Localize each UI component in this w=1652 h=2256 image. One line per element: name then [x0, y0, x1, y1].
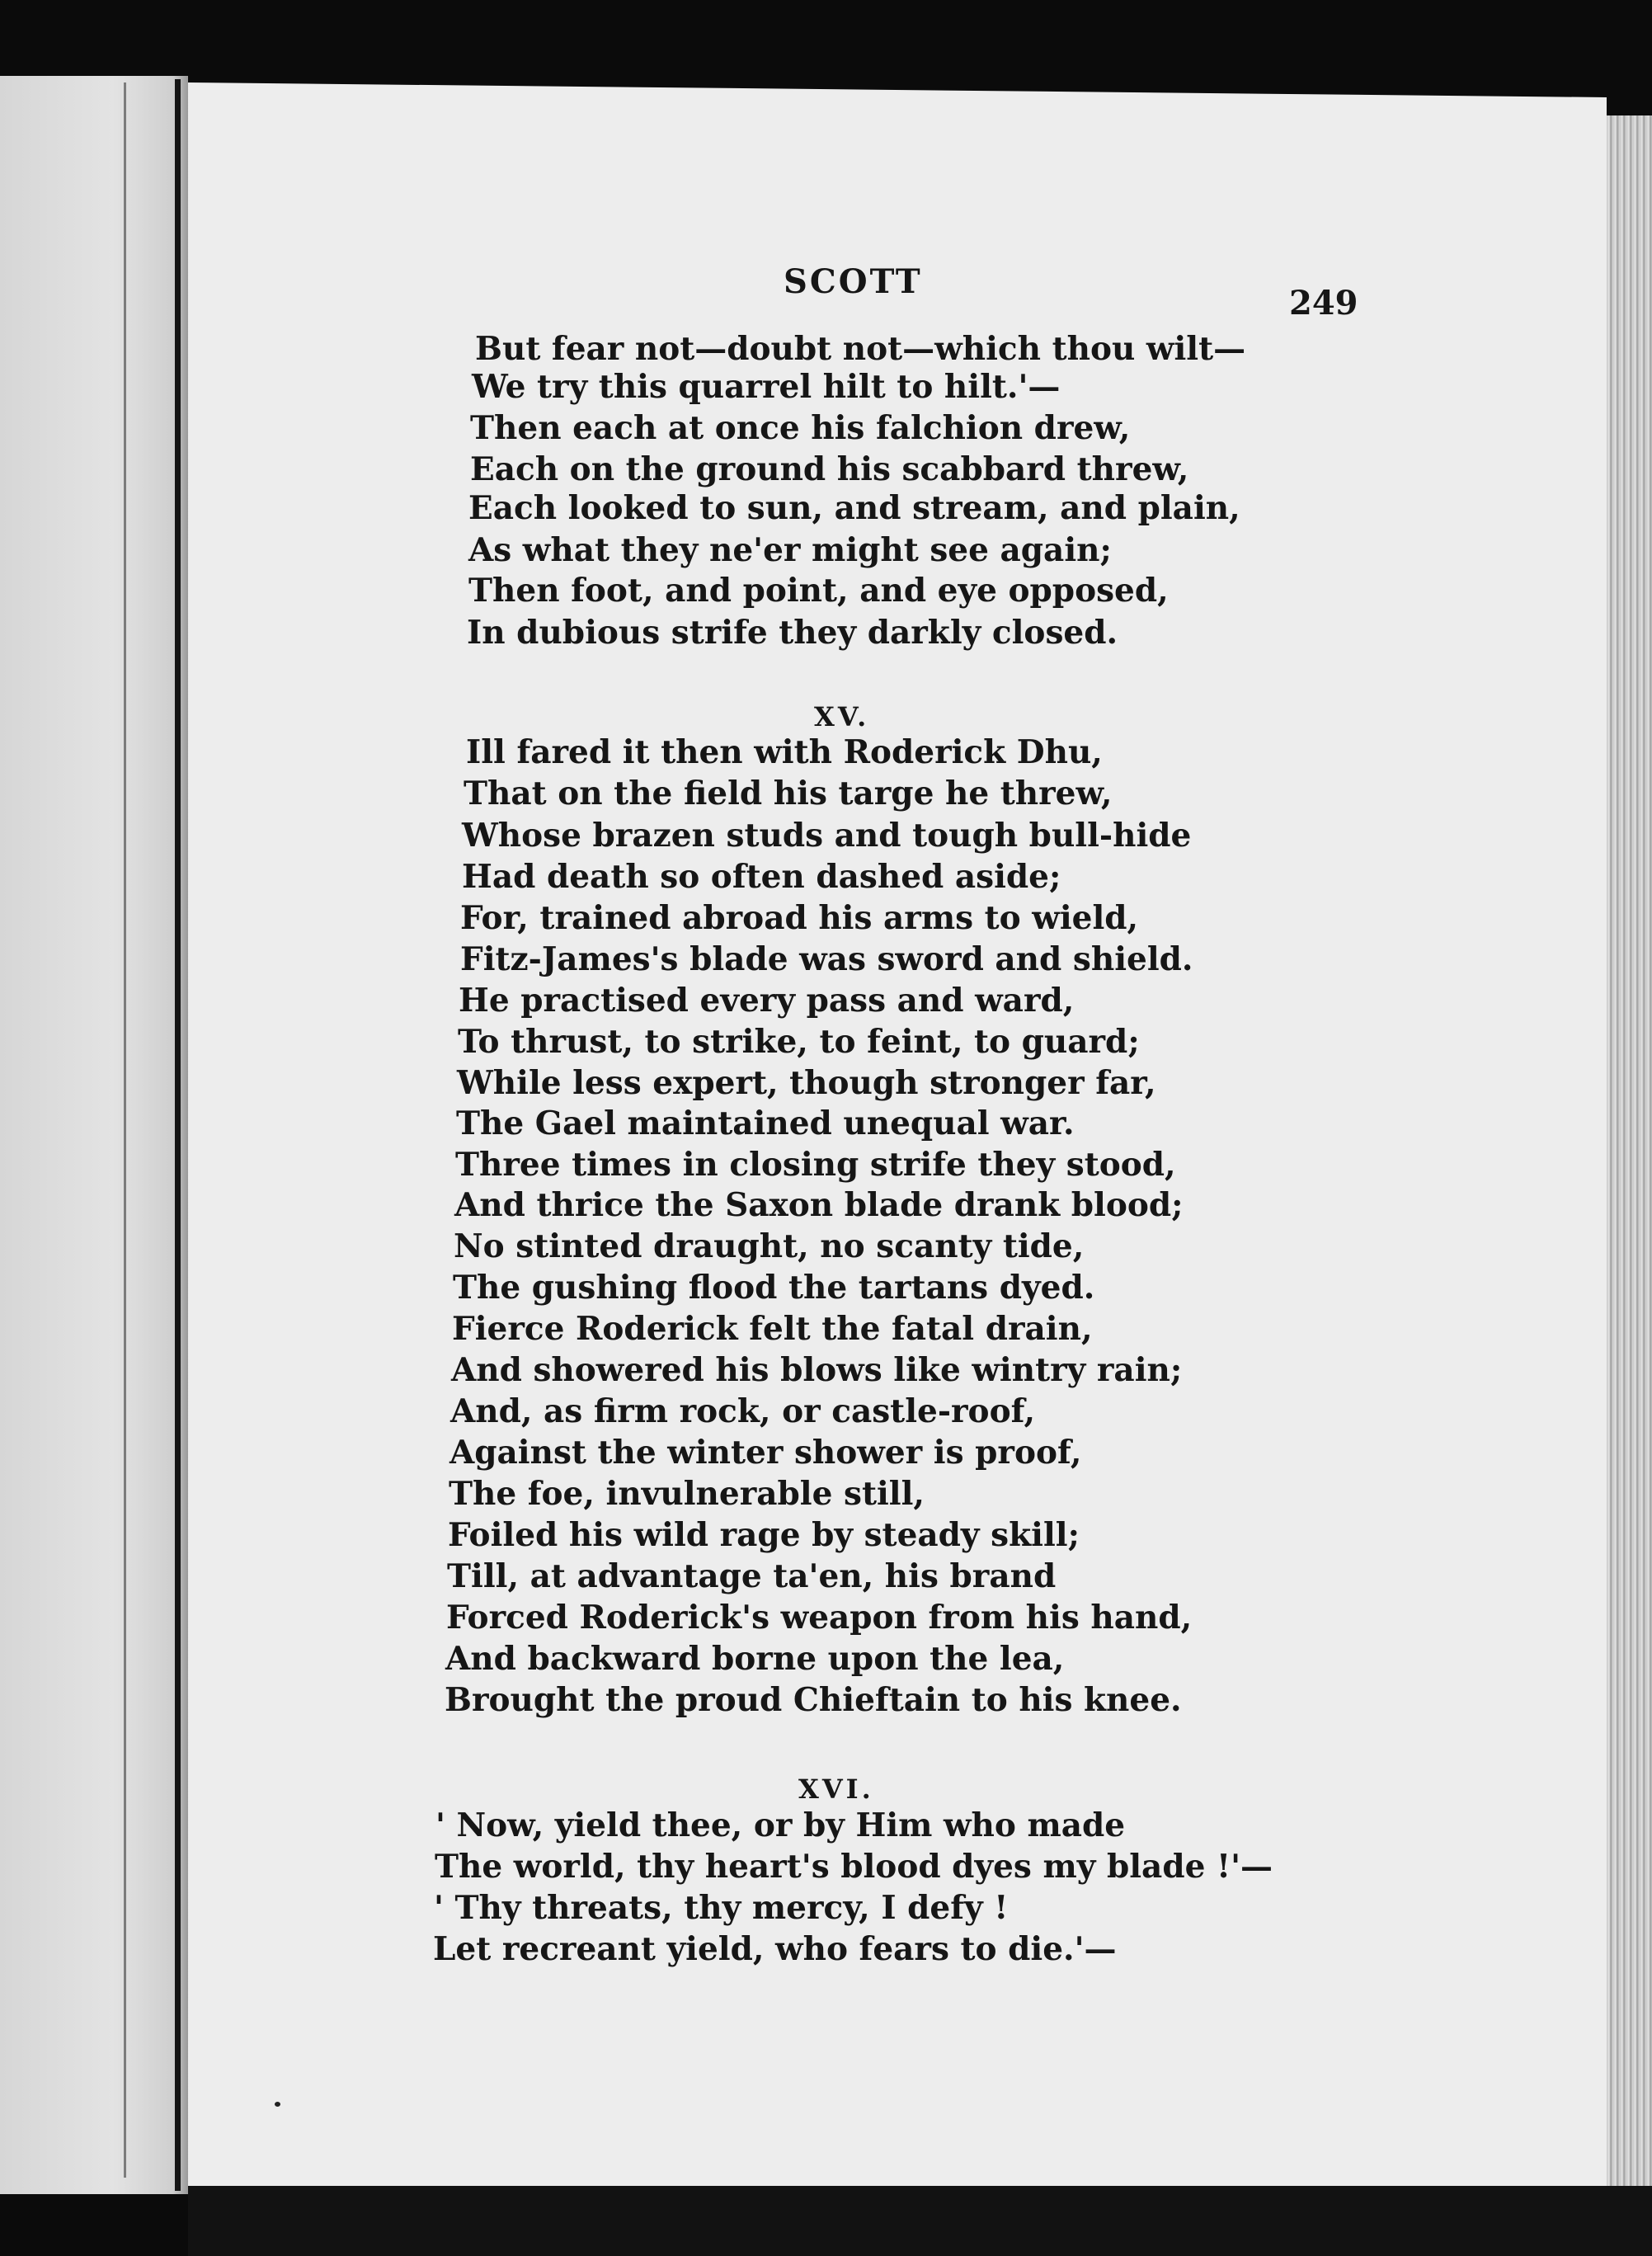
verse-line: And thrice the Saxon blade drank blood; — [454, 1186, 1184, 1224]
verse-line: And backward borne upon the lea, — [445, 1640, 1065, 1678]
ink-speck — [275, 2102, 280, 2107]
verse-line: The Gael maintained unequal war. — [456, 1104, 1075, 1142]
verse-line: For, trained abroad his arms to wield, — [460, 899, 1139, 937]
verse-line: Then each at once his falchion drew, — [470, 409, 1131, 447]
verse-line: Three times in closing strife they stood, — [455, 1146, 1176, 1184]
verse-line: The foe, invulnerable still, — [449, 1475, 925, 1513]
verse-line: No stinted draught, no scanty tide, — [454, 1227, 1085, 1265]
verse-line: Fierce Roderick felt the fatal drain, — [452, 1310, 1093, 1348]
running-head: SCOTT — [784, 262, 923, 301]
verse-line: And, as firm rock, or castle-roof, — [450, 1392, 1036, 1430]
page-number: 249 — [1289, 284, 1358, 323]
verse-line: Till, at advantage ta'en, his brand — [447, 1557, 1057, 1595]
verse-line: But fear not—doubt not—which thou wilt— — [475, 330, 1246, 368]
stanza-number: XVI. — [798, 1773, 874, 1805]
verse-line: Each on the ground his scabbard threw, — [470, 450, 1189, 488]
verse-line: As what they ne'er might see again; — [468, 531, 1112, 569]
verse-line: The world, thy heart's blood dyes my blade !'— — [435, 1848, 1273, 1886]
verse-line: Foiled his wild rage by steady skill; — [448, 1516, 1080, 1554]
verse-line: We try this quarrel hilt to hilt.'— — [472, 368, 1061, 406]
verse-line: Let recreant yield, who fears to die.'— — [433, 1930, 1117, 1968]
verse-line: To thrust, to strike, to feint, to guard; — [458, 1023, 1140, 1061]
verse-line: Against the winter shower is proof, — [449, 1434, 1082, 1472]
verse-line: Ill fared it then with Roderick Dhu, — [466, 733, 1103, 771]
verse-line: Whose brazen studs and tough bull-hide — [462, 817, 1192, 855]
verse-line: Fitz-James's blade was sword and shield. — [460, 940, 1193, 978]
verse-line: And showered his blows like wintry rain; — [451, 1351, 1183, 1389]
verse-line: The gushing flood the tartans dyed. — [453, 1269, 1095, 1307]
verse-line: Had death so often dashed aside; — [462, 858, 1061, 896]
verse-line: ' Now, yield thee, or by Him who made — [435, 1806, 1126, 1844]
verse-line: Forced Roderick's weapon from his hand, — [446, 1599, 1193, 1637]
verse-line: ' Thy threats, thy mercy, I defy ! — [434, 1889, 1009, 1927]
verse-line: That on the field his targe he threw, — [464, 775, 1113, 812]
stanza-number: XV. — [814, 701, 870, 732]
verse-line: Brought the proud Chieftain to his knee. — [445, 1681, 1182, 1719]
verse-line: In dubious strife they darkly closed. — [467, 614, 1118, 652]
verse-line: Each looked to sun, and stream, and plain, — [468, 489, 1240, 527]
verse-line: He practised every pass and ward, — [459, 982, 1075, 1020]
verse-line: Then foot, and point, and eye opposed, — [468, 572, 1169, 610]
verse-line: While less expert, though stronger far, — [457, 1064, 1156, 1102]
